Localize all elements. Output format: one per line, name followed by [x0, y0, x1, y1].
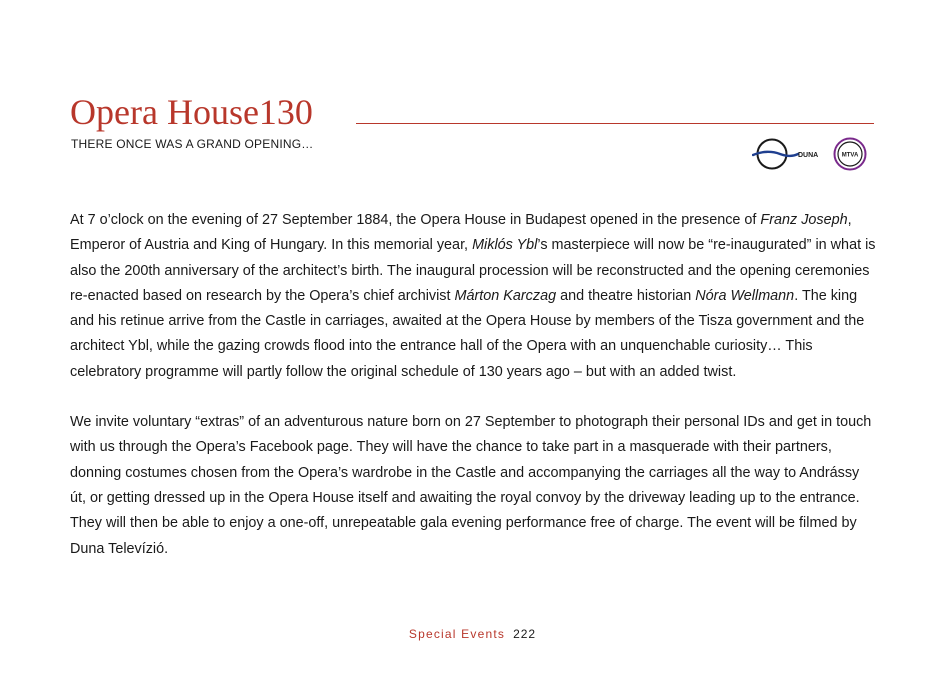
page-number: 222 — [513, 627, 537, 641]
title-rule — [356, 123, 874, 124]
person-nora-wellmann: Nóra Wellmann — [695, 287, 795, 304]
page-title: Opera House130 — [70, 92, 313, 132]
page-footer — [0, 627, 945, 641]
mtva-logo — [833, 137, 867, 171]
person-franz-joseph: Franz Joseph — [760, 212, 848, 228]
article-body — [70, 208, 876, 562]
p1-text-4: and theatre historian — [556, 287, 696, 304]
duna-logo-text: DUNA — [798, 152, 819, 159]
footer-section-label: Special Events — [408, 627, 506, 641]
p1-text-3: ’s masterpiece will now be “re-inaugurated” in what is also the 200th anniversary of the architect’s birth. The inaugural procession will be reconstructed and the opening ceremonies re-enacted based on research by the Opera’s chief archivist — [70, 237, 876, 304]
paragraph-1 — [70, 208, 876, 385]
paragraph-2: We invite voluntary “extras” of an adventurous nature born on 27 September to photograph their personal IDs and get in touch with us through the Opera’s Facebook page. They will have the chance to take part in a masquerade with their partners, donning costumes chosen from the Opera’s wardrobe in the Castle and accompanying the carriages all the way to Andrássy út, or getting dressed up in the Opera House itself and awaiting the royal convoy by the driveway leading up to the entrance. They will then be able to enjoy a one-off, unrepeatable gala evening performance free of charge. The event will be filmed by Duna Televízió. — [70, 414, 872, 557]
p1-text-5: . The king and his retinue arrive from the Castle in carriages, awaited at the Opera House by members of the Tisza government and the architect Ybl, while the gazing crowds flood into the entrance hall of the Opera with an unquenchable curiosity… This celebratory programme will partly follow the original schedule of 130 years ago – but with an added twist. — [70, 287, 865, 380]
person-miklos-ybl: Miklós Ybl — [472, 237, 538, 254]
duna-logo — [752, 137, 824, 171]
page-subtitle: THERE ONCE WAS A GRAND OPENING… — [71, 137, 314, 151]
p1-text-2: , Emperor of Austria and King of Hungary. In this memorial year, — [70, 212, 852, 254]
p1-text-1: At 7 o’clock on the evening of 27 September 1884, the Opera House in Budapest opened in the presence of — [70, 212, 761, 228]
person-marton-karczag: Márton Karczag — [454, 287, 557, 304]
mtva-logo-text: MTVA — [841, 152, 859, 159]
